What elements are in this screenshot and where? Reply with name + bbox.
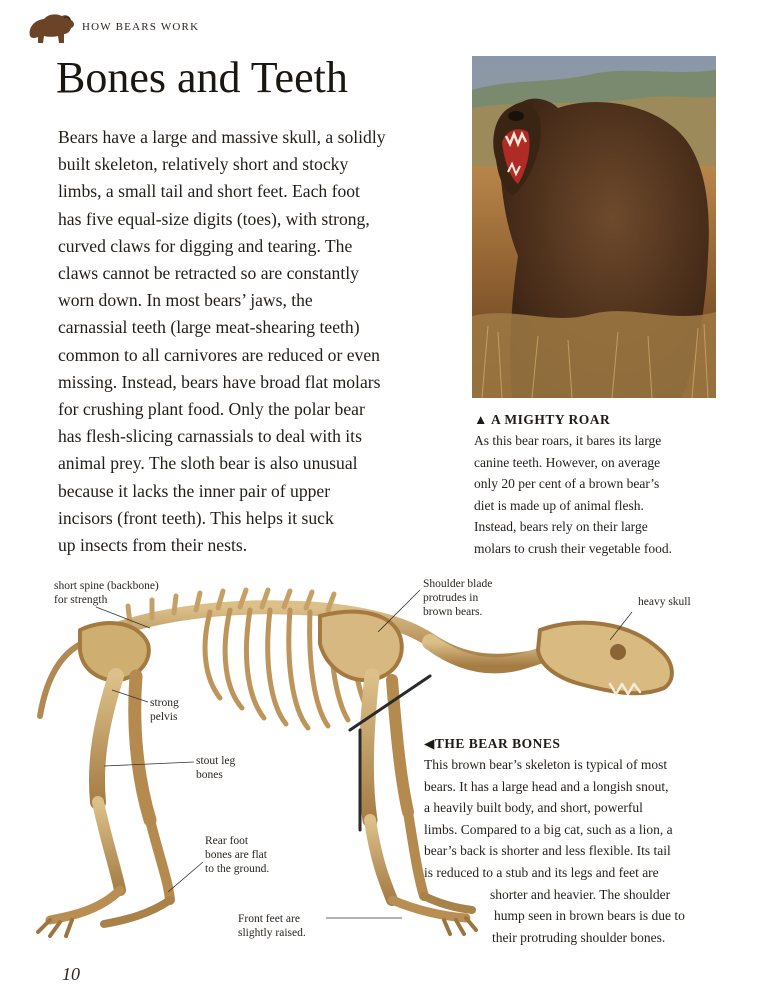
label-line: heavy skull <box>638 596 691 608</box>
label-line: for strength <box>54 594 108 606</box>
roaring-bear-photo <box>472 56 716 398</box>
body-line: worn down. In most bears’ jaws, the <box>58 290 313 311</box>
body-line: animal prey. The sloth bear is also unusual <box>58 453 358 474</box>
label-line: short spine (backbone) <box>54 580 159 592</box>
caption-line: bear’s back is shorter and less flexible. Its tail <box>424 843 671 859</box>
label-short-spine <box>54 579 204 607</box>
caption-title: ▲ A MIGHTY ROAR <box>474 412 611 427</box>
caption-line: As this bear roars, it bares its large <box>474 433 662 448</box>
label-line: slightly raised. <box>238 927 306 939</box>
body-line: because it lacks the inner pair of upper <box>58 480 331 501</box>
caption-bear-bones <box>424 734 744 948</box>
caption-line: molars to crush their vegetable food. <box>474 540 672 556</box>
label-line: Front feet are <box>238 913 300 925</box>
label-line: Rear foot <box>205 835 249 847</box>
body-line: has flesh-slicing carnassials to deal with its <box>58 426 362 447</box>
body-line: built skeleton, relatively short and stocky <box>58 154 349 175</box>
caption-line: shorter and heavier. The shoulder <box>490 886 671 902</box>
caption-line: only 20 per cent of a brown bear’s <box>474 476 660 492</box>
body-line: Bears have a large and massive skull, a solidly <box>58 127 386 147</box>
caption-line: Instead, bears rely on their large <box>474 519 648 535</box>
body-line: for crushing plant food. Only the polar bear <box>58 399 365 420</box>
page-title: Bones and Teeth <box>56 53 348 102</box>
label-line: brown bears. <box>423 606 483 618</box>
body-line: common to all carnivores are reduced or even <box>58 344 380 365</box>
label-shoulder-blade <box>423 577 523 619</box>
label-line: stout leg <box>196 755 236 767</box>
caption-line: diet is made up of animal flesh. <box>474 497 644 513</box>
body-text <box>58 124 450 559</box>
caption-line: This brown bear’s skeleton is typical of most <box>424 757 668 772</box>
label-strong-pelvis <box>150 696 210 724</box>
caption-title: ◀THE BEAR BONES <box>424 736 561 751</box>
caption-line: is reduced to a stub and its legs and feet are <box>424 864 659 880</box>
label-line: Shoulder blade <box>423 578 493 590</box>
label-front-feet <box>238 912 338 940</box>
caption-line: bears. It has a large head and a longish snout, <box>424 778 669 794</box>
page-number: 10 <box>62 964 80 984</box>
body-line: missing. Instead, bears have broad flat molars <box>58 371 381 392</box>
label-rear-foot <box>205 834 305 876</box>
caption-line: canine teeth. However, on average <box>474 454 661 470</box>
caption-line: their protruding shoulder bones. <box>492 929 666 945</box>
label-line: protrudes in <box>423 592 479 604</box>
body-line: claws cannot be retracted so are constantly <box>58 263 359 284</box>
label-stout-leg-bones <box>196 754 266 782</box>
body-line: incisors (front teeth). This helps it suck <box>58 507 334 528</box>
section-label: HOW BEARS WORK <box>82 21 200 33</box>
body-line: limbs, a small tail and short feet. Each foot <box>58 181 360 202</box>
bear-logo-icon <box>26 10 76 46</box>
caption-line: a heavily built body, and short, powerful <box>424 800 643 816</box>
body-line: carnassial teeth (large meat-shearing teeth) <box>58 317 360 338</box>
label-line: bones are flat <box>205 849 267 861</box>
body-line: has five equal-size digits (toes), with strong, <box>58 208 370 229</box>
caption-line: hump seen in brown bears is due to <box>494 908 685 924</box>
label-line: pelvis <box>150 711 178 723</box>
label-line: strong <box>150 697 179 709</box>
caption-mighty-roar <box>474 410 734 560</box>
body-line: up insects from their nests. <box>58 535 248 556</box>
label-line: bones <box>196 769 223 781</box>
body-line: curved claws for digging and tearing. The <box>58 235 353 256</box>
label-heavy-skull <box>638 595 728 609</box>
caption-line: limbs. Compared to a big cat, such as a lion, a <box>424 821 673 837</box>
label-line: to the ground. <box>205 863 270 875</box>
